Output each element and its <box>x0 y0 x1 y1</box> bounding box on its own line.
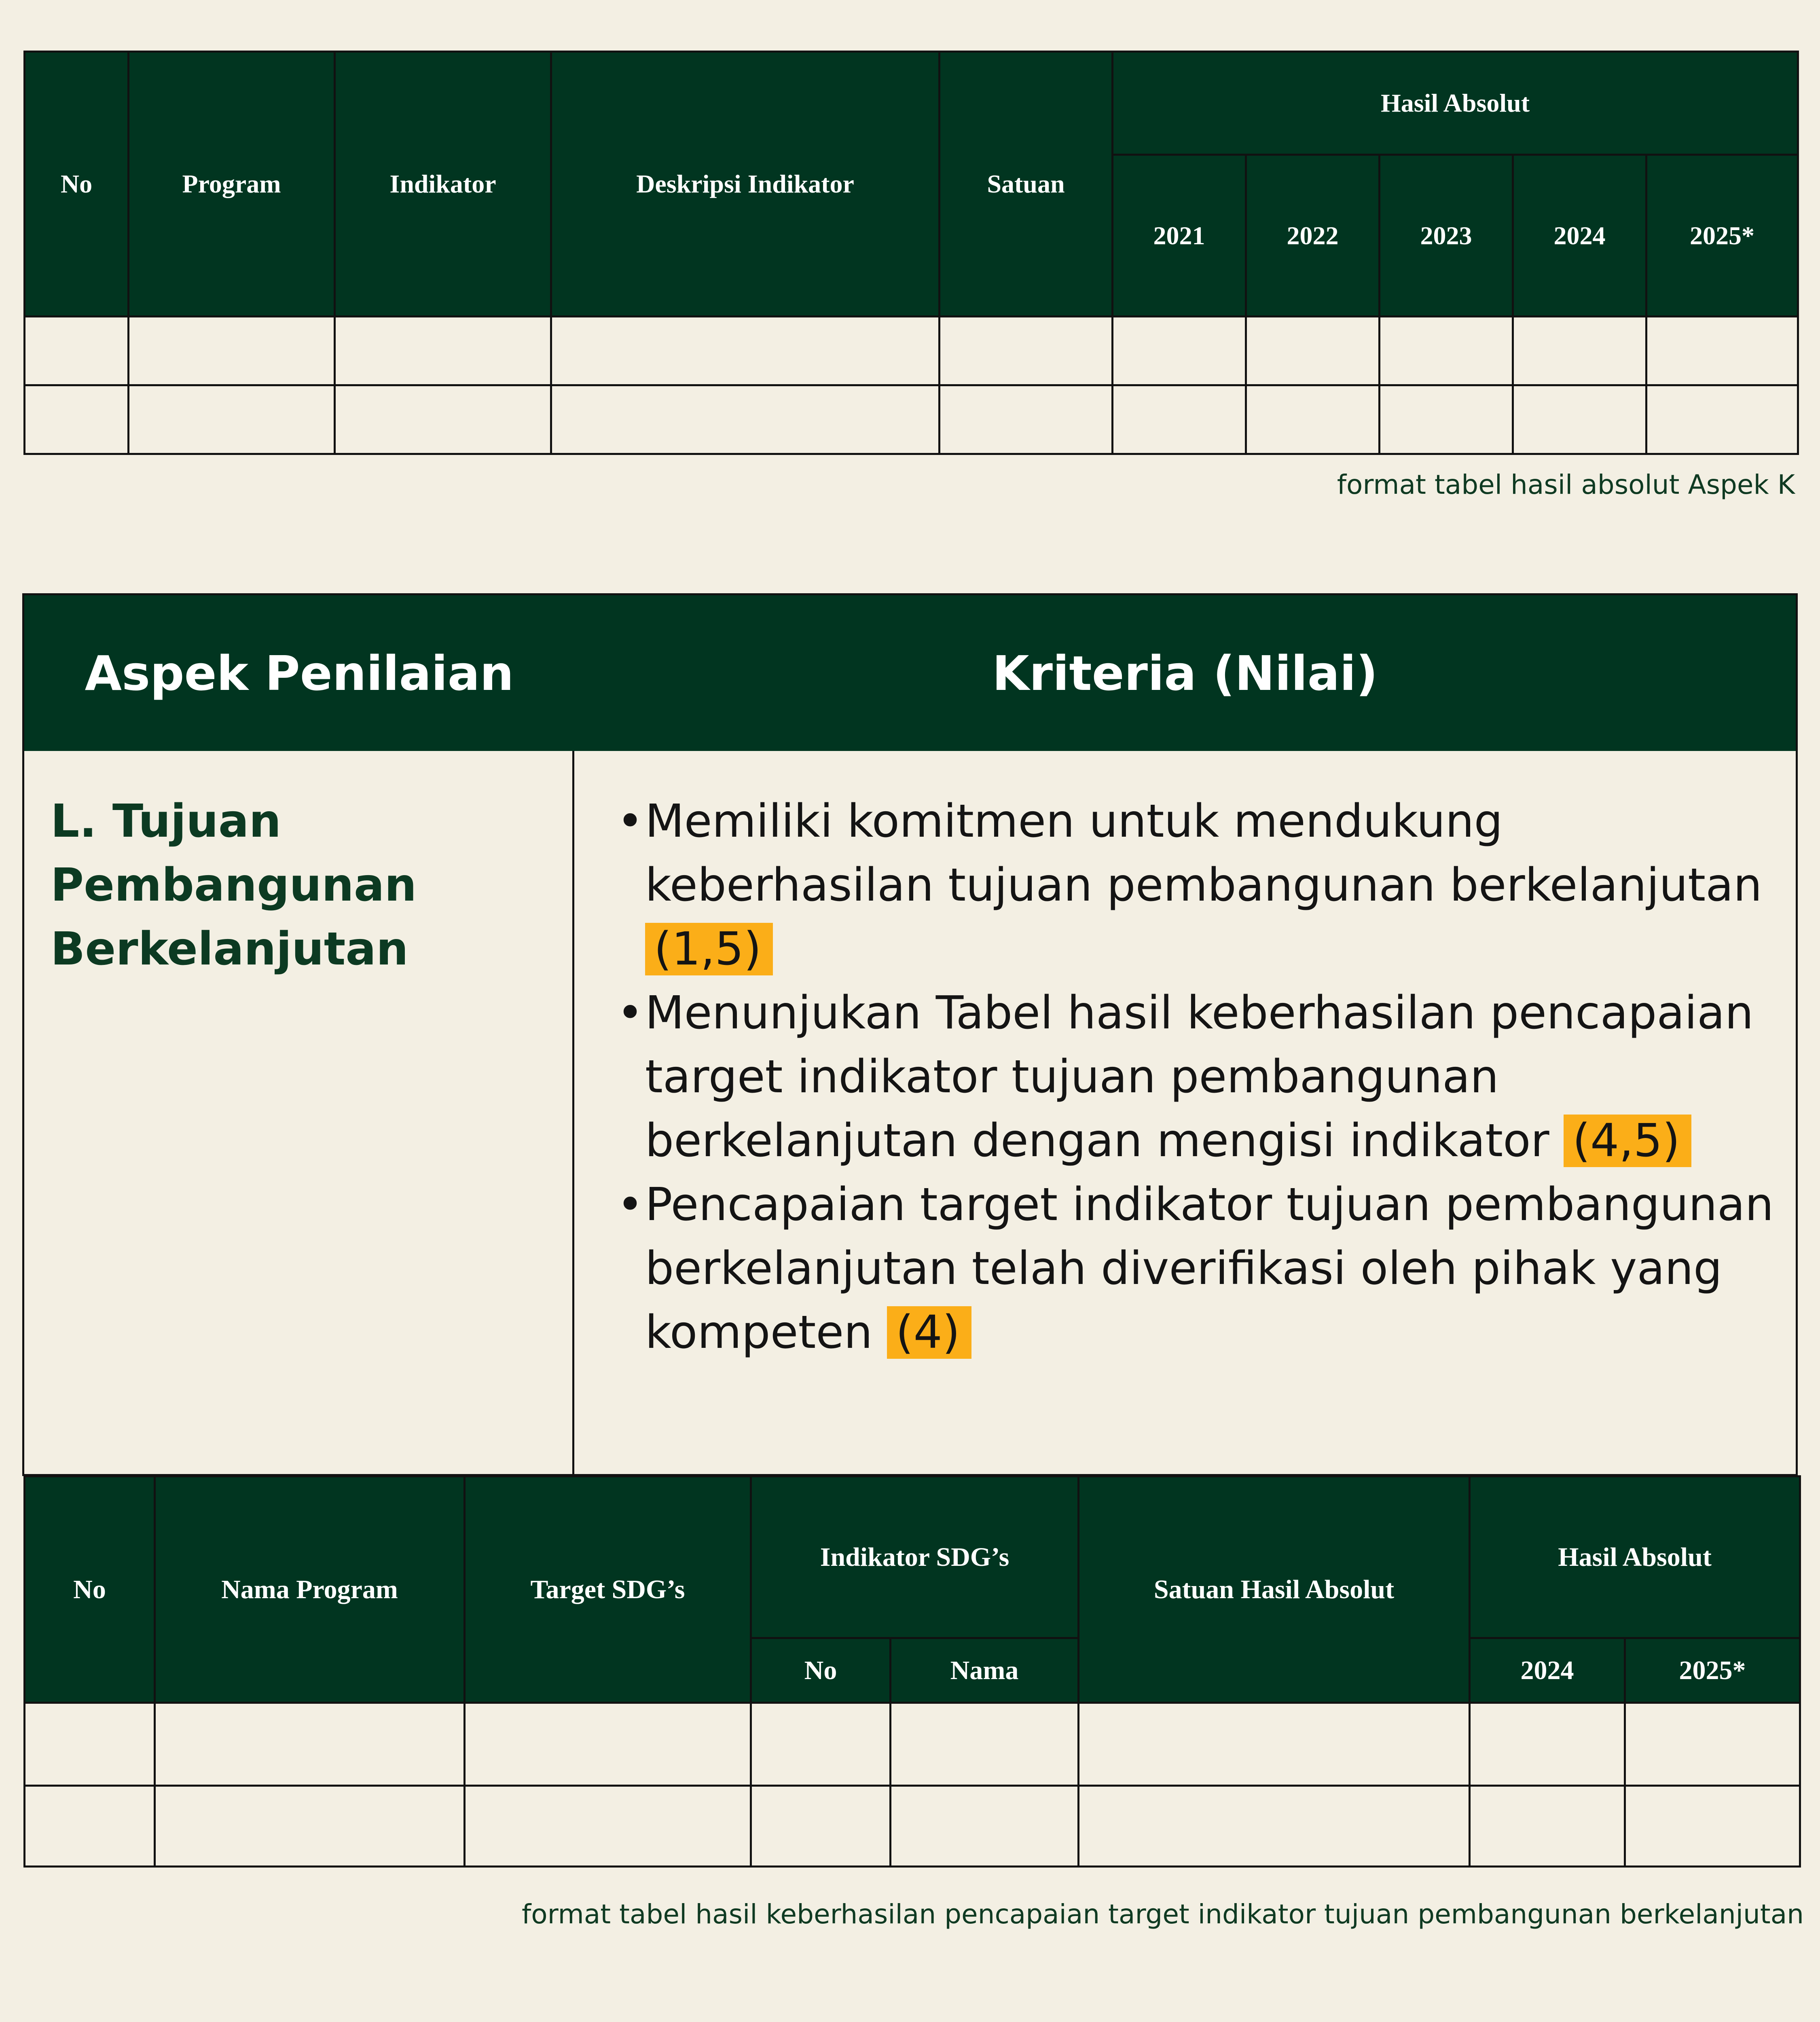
header-year: 2024 <box>1513 155 1646 317</box>
header-indikator-nama: Nama <box>891 1638 1079 1703</box>
table-cell <box>891 1703 1079 1786</box>
header-program: Program <box>129 52 335 317</box>
table2-caption: format tabel hasil keberhasilan pencapaian target indikator tujuan pembangunan berkelanjutan <box>521 1899 1804 1930</box>
header-year: 2022 <box>1246 155 1380 317</box>
table-cell <box>1646 317 1798 385</box>
criteria-item <box>590 1173 1788 1364</box>
header-indikator-no: No <box>751 1638 891 1703</box>
header-nama-program: Nama Program <box>155 1476 465 1703</box>
header-indikator-sdg: Indikator SDG’s <box>751 1476 1079 1638</box>
table-cell <box>1513 317 1646 385</box>
table-cell <box>1380 385 1513 454</box>
header-hasil-absolut: Hasil Absolut <box>1470 1476 1800 1638</box>
table-cell <box>465 1703 751 1786</box>
table-cell <box>25 317 129 385</box>
table-cell <box>891 1786 1079 1867</box>
table-cell <box>25 385 129 454</box>
criteria-item <box>590 981 1788 1173</box>
score-badge: (4) <box>887 1306 971 1359</box>
header-satuan-hasil-absolut: Satuan Hasil Absolut <box>1079 1476 1470 1703</box>
table-cell <box>155 1703 465 1786</box>
header-year: 2025* <box>1625 1638 1800 1703</box>
header-deskripsi-indikator: Deskripsi Indikator <box>551 52 940 317</box>
table-cell <box>1646 385 1798 454</box>
aspect-name: L. Tujuan Pembangunan Berkelanjutan <box>51 795 417 975</box>
header-target-sdg: Target SDG’s <box>465 1476 751 1703</box>
table-cell <box>1513 385 1646 454</box>
criteria-header <box>24 595 1796 751</box>
header-year: 2023 <box>1380 155 1513 317</box>
header-indikator: Indikator <box>335 52 551 317</box>
table-cell <box>551 317 940 385</box>
table-cell <box>1113 317 1246 385</box>
table-cell <box>129 317 335 385</box>
header-no: No <box>25 1476 155 1703</box>
table-cell <box>25 1786 155 1867</box>
absolute-results-table <box>23 51 1799 455</box>
table-cell <box>940 317 1113 385</box>
criteria-list <box>590 789 1788 1364</box>
table-cell <box>155 1786 465 1867</box>
table-row <box>25 385 1798 454</box>
criteria-text: Memiliki komitmen untuk mendukung keberhasilan tujuan pembangunan berkelanjutan <box>645 795 1762 912</box>
table1-caption: format tabel hasil absolut Aspek K <box>1337 469 1795 500</box>
table-cell <box>751 1786 891 1867</box>
criteria-text: Pencapaian target indikator tujuan pembangunan berkelanjutan telah diverifikasi oleh pihak yang kompeten <box>645 1178 1774 1359</box>
header-year: 2025* <box>1646 155 1798 317</box>
table-cell <box>465 1786 751 1867</box>
header-no: No <box>25 52 129 317</box>
header-satuan: Satuan <box>940 52 1113 317</box>
table-cell <box>1470 1703 1625 1786</box>
table-row <box>25 1703 1800 1786</box>
sdg-results-table <box>23 1475 1801 1868</box>
table-cell <box>335 385 551 454</box>
table-cell <box>1113 385 1246 454</box>
criteria-panel <box>22 593 1798 1476</box>
table-cell <box>129 385 335 454</box>
criteria-text: Menunjukan Tabel hasil keberhasilan pencapaian target indikator tujuan pembangunan berkelanjutan dengan mengisi indikator <box>645 987 1754 1167</box>
header-aspek-penilaian: Aspek Penilaian <box>85 645 514 701</box>
score-badge: (4,5) <box>1564 1115 1691 1167</box>
table-cell <box>1079 1703 1470 1786</box>
table-row <box>25 1786 1800 1867</box>
score-badge: (1,5) <box>645 923 773 975</box>
table-cell <box>1246 385 1380 454</box>
header-year: 2024 <box>1470 1638 1625 1703</box>
table-cell <box>1625 1786 1800 1867</box>
table-cell <box>1246 317 1380 385</box>
table-cell <box>1079 1786 1470 1867</box>
table-cell <box>1625 1703 1800 1786</box>
header-kriteria: Kriteria (Nilai) <box>992 645 1378 701</box>
header-year: 2021 <box>1113 155 1246 317</box>
table-cell <box>751 1703 891 1786</box>
table-row <box>25 317 1798 385</box>
column-divider <box>572 751 574 1476</box>
header-hasil-absolut: Hasil Absolut <box>1113 52 1798 155</box>
table-cell <box>1380 317 1513 385</box>
table-cell <box>940 385 1113 454</box>
criteria-item <box>590 789 1788 981</box>
table-cell <box>335 317 551 385</box>
table-cell <box>25 1703 155 1786</box>
table-cell <box>1470 1786 1625 1867</box>
table-cell <box>551 385 940 454</box>
